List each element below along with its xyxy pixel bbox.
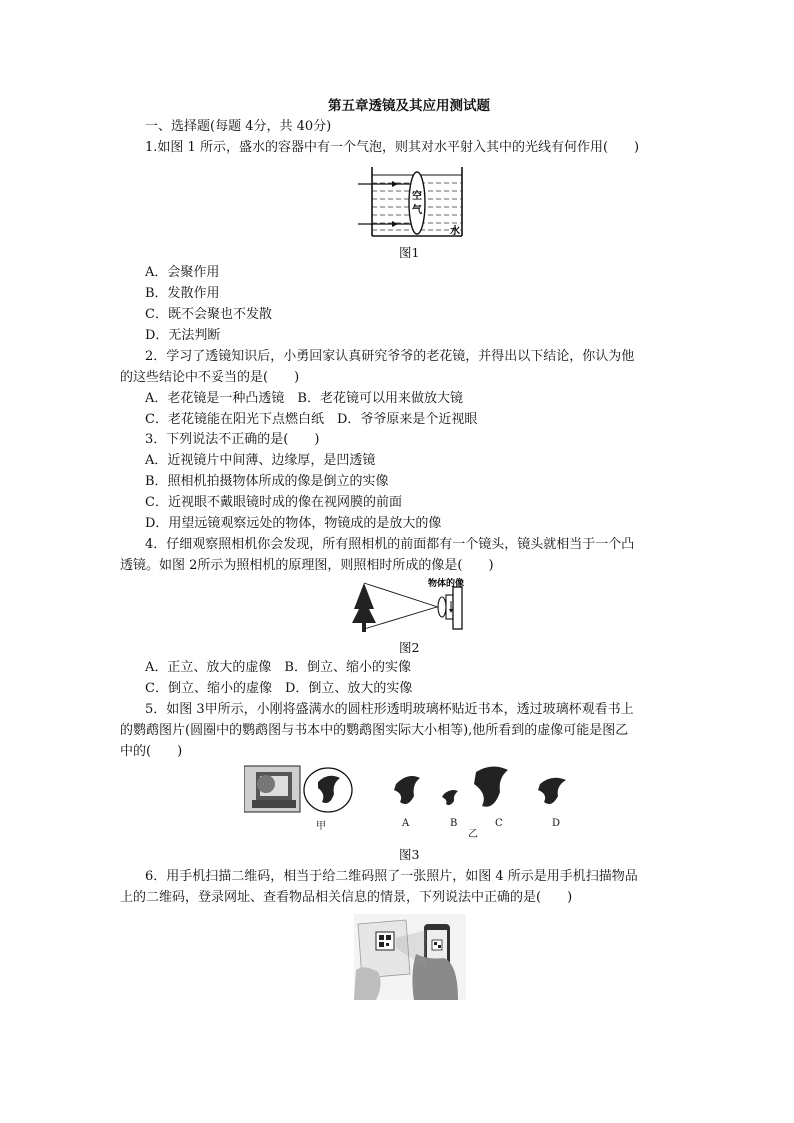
q2-options-line2: C．老花镜能在阳光下点燃白纸 D．爷爷原来是个近视眼	[145, 412, 478, 427]
water-label: 水	[450, 226, 460, 237]
qr-code-icon	[376, 932, 394, 950]
q1-option-b: B．发散作用	[145, 286, 220, 301]
parrot-b-icon	[442, 790, 458, 805]
figure-1-caption: 图1	[399, 245, 420, 260]
q4-options-line2: C．倒立、缩小的虚像 D．倒立、放大的实像	[145, 681, 413, 696]
figure-3-label-d: D	[552, 818, 561, 829]
parrot-c-icon	[474, 766, 508, 806]
q2-options-line1: A．老花镜是一种凸透镜 B．老花镜可以用来做放大镜	[145, 391, 463, 406]
bubble-label-top: 空	[412, 191, 422, 202]
q5-stem-line1: 5．如图 3甲所示，小刚将盛满水的圆柱形透明玻璃杯贴近书本，透过玻璃杯观看书上	[145, 702, 634, 717]
q5-stem-line3: 中的( )	[120, 744, 183, 759]
boy-icon	[257, 775, 275, 793]
figure-4-phone-scan-photo	[354, 914, 466, 1000]
hand-icon	[354, 967, 381, 1000]
figure-3-label-yi: 乙	[468, 829, 478, 840]
tree-icon	[352, 583, 376, 623]
figure-3-parrot-diagram	[244, 764, 584, 816]
q6-stem-line1: 6．用手机扫描二维码，相当于给二维码照了一张照片，如图 4 所示是用手机扫描物品	[145, 869, 638, 884]
bubble-label-bottom: 气	[412, 205, 422, 216]
q5-stem-line2: 的鹦鹉图片(圆圈中的鹦鹉图与书本中的鹦鹉图实际大小相等),他所看到的虚像可能是图乙	[120, 723, 629, 738]
section-heading: 一、选择题(每题 4分，共 40分)	[145, 119, 332, 134]
figure-3-caption: 图3	[399, 847, 420, 862]
q4-stem-line1: 4．仔细观察照相机你会发现，所有照相机的前面都有一个镜头，镜头就相当于一个凸	[145, 537, 635, 552]
figure-3-label-a: A	[402, 818, 410, 829]
page-title: 第五章透镜及其应用测试题	[328, 98, 490, 114]
q1-option-c: C．既不会聚也不发散	[145, 307, 272, 322]
q2-stem-line1: 2．学习了透镜知识后，小勇回家认真研究爷爷的老花镜，并得出以下结论，你认为他	[145, 349, 635, 364]
parrot-d-icon	[538, 778, 566, 804]
figure-3-label-jia: 甲	[316, 821, 326, 832]
figure-1-container-diagram	[354, 163, 466, 239]
q1-option-d: D．无法判断	[145, 328, 221, 343]
q1-option-a: A．会聚作用	[145, 265, 220, 280]
figure-2-label: 物体的像	[428, 579, 465, 589]
q3-option-d: D．用望远镜观察远处的物体，物镜成的是放大的像	[145, 516, 442, 531]
q4-stem-line2: 透镜。如图 2所示为照相机的原理图，则照相时所成的像是( )	[120, 558, 494, 573]
q3-option-b: B．照相机拍摄物体所成的像是倒立的实像	[145, 474, 389, 489]
q3-option-c: C．近视眼不戴眼镜时成的像在视网膜的前面	[145, 495, 402, 510]
figure-3-label-c: C	[495, 818, 503, 829]
parrot-a-icon	[394, 776, 420, 804]
figure-3-label-b: B	[450, 818, 458, 829]
figure-2-caption: 图2	[399, 640, 420, 655]
q4-options-line1: A．正立、放大的虚像 B．倒立、缩小的实像	[145, 660, 411, 675]
q3-stem: 3．下列说法不正确的是( )	[145, 432, 320, 447]
figure-2-camera-diagram	[350, 577, 472, 635]
q3-option-a: A．近视镜片中间薄、边缘厚，是凹透镜	[145, 453, 376, 468]
q2-stem-line2: 的这些结论中不妥当的是( )	[120, 370, 300, 385]
q6-stem-line2: 上的二维码，登录网址、查看物品相关信息的情景，下列说法中正确的是( )	[120, 890, 573, 905]
q1-stem: 1.如图 1 所示，盛水的容器中有一个气泡，则其对水平射入其中的光线有何作用( )	[145, 140, 640, 155]
